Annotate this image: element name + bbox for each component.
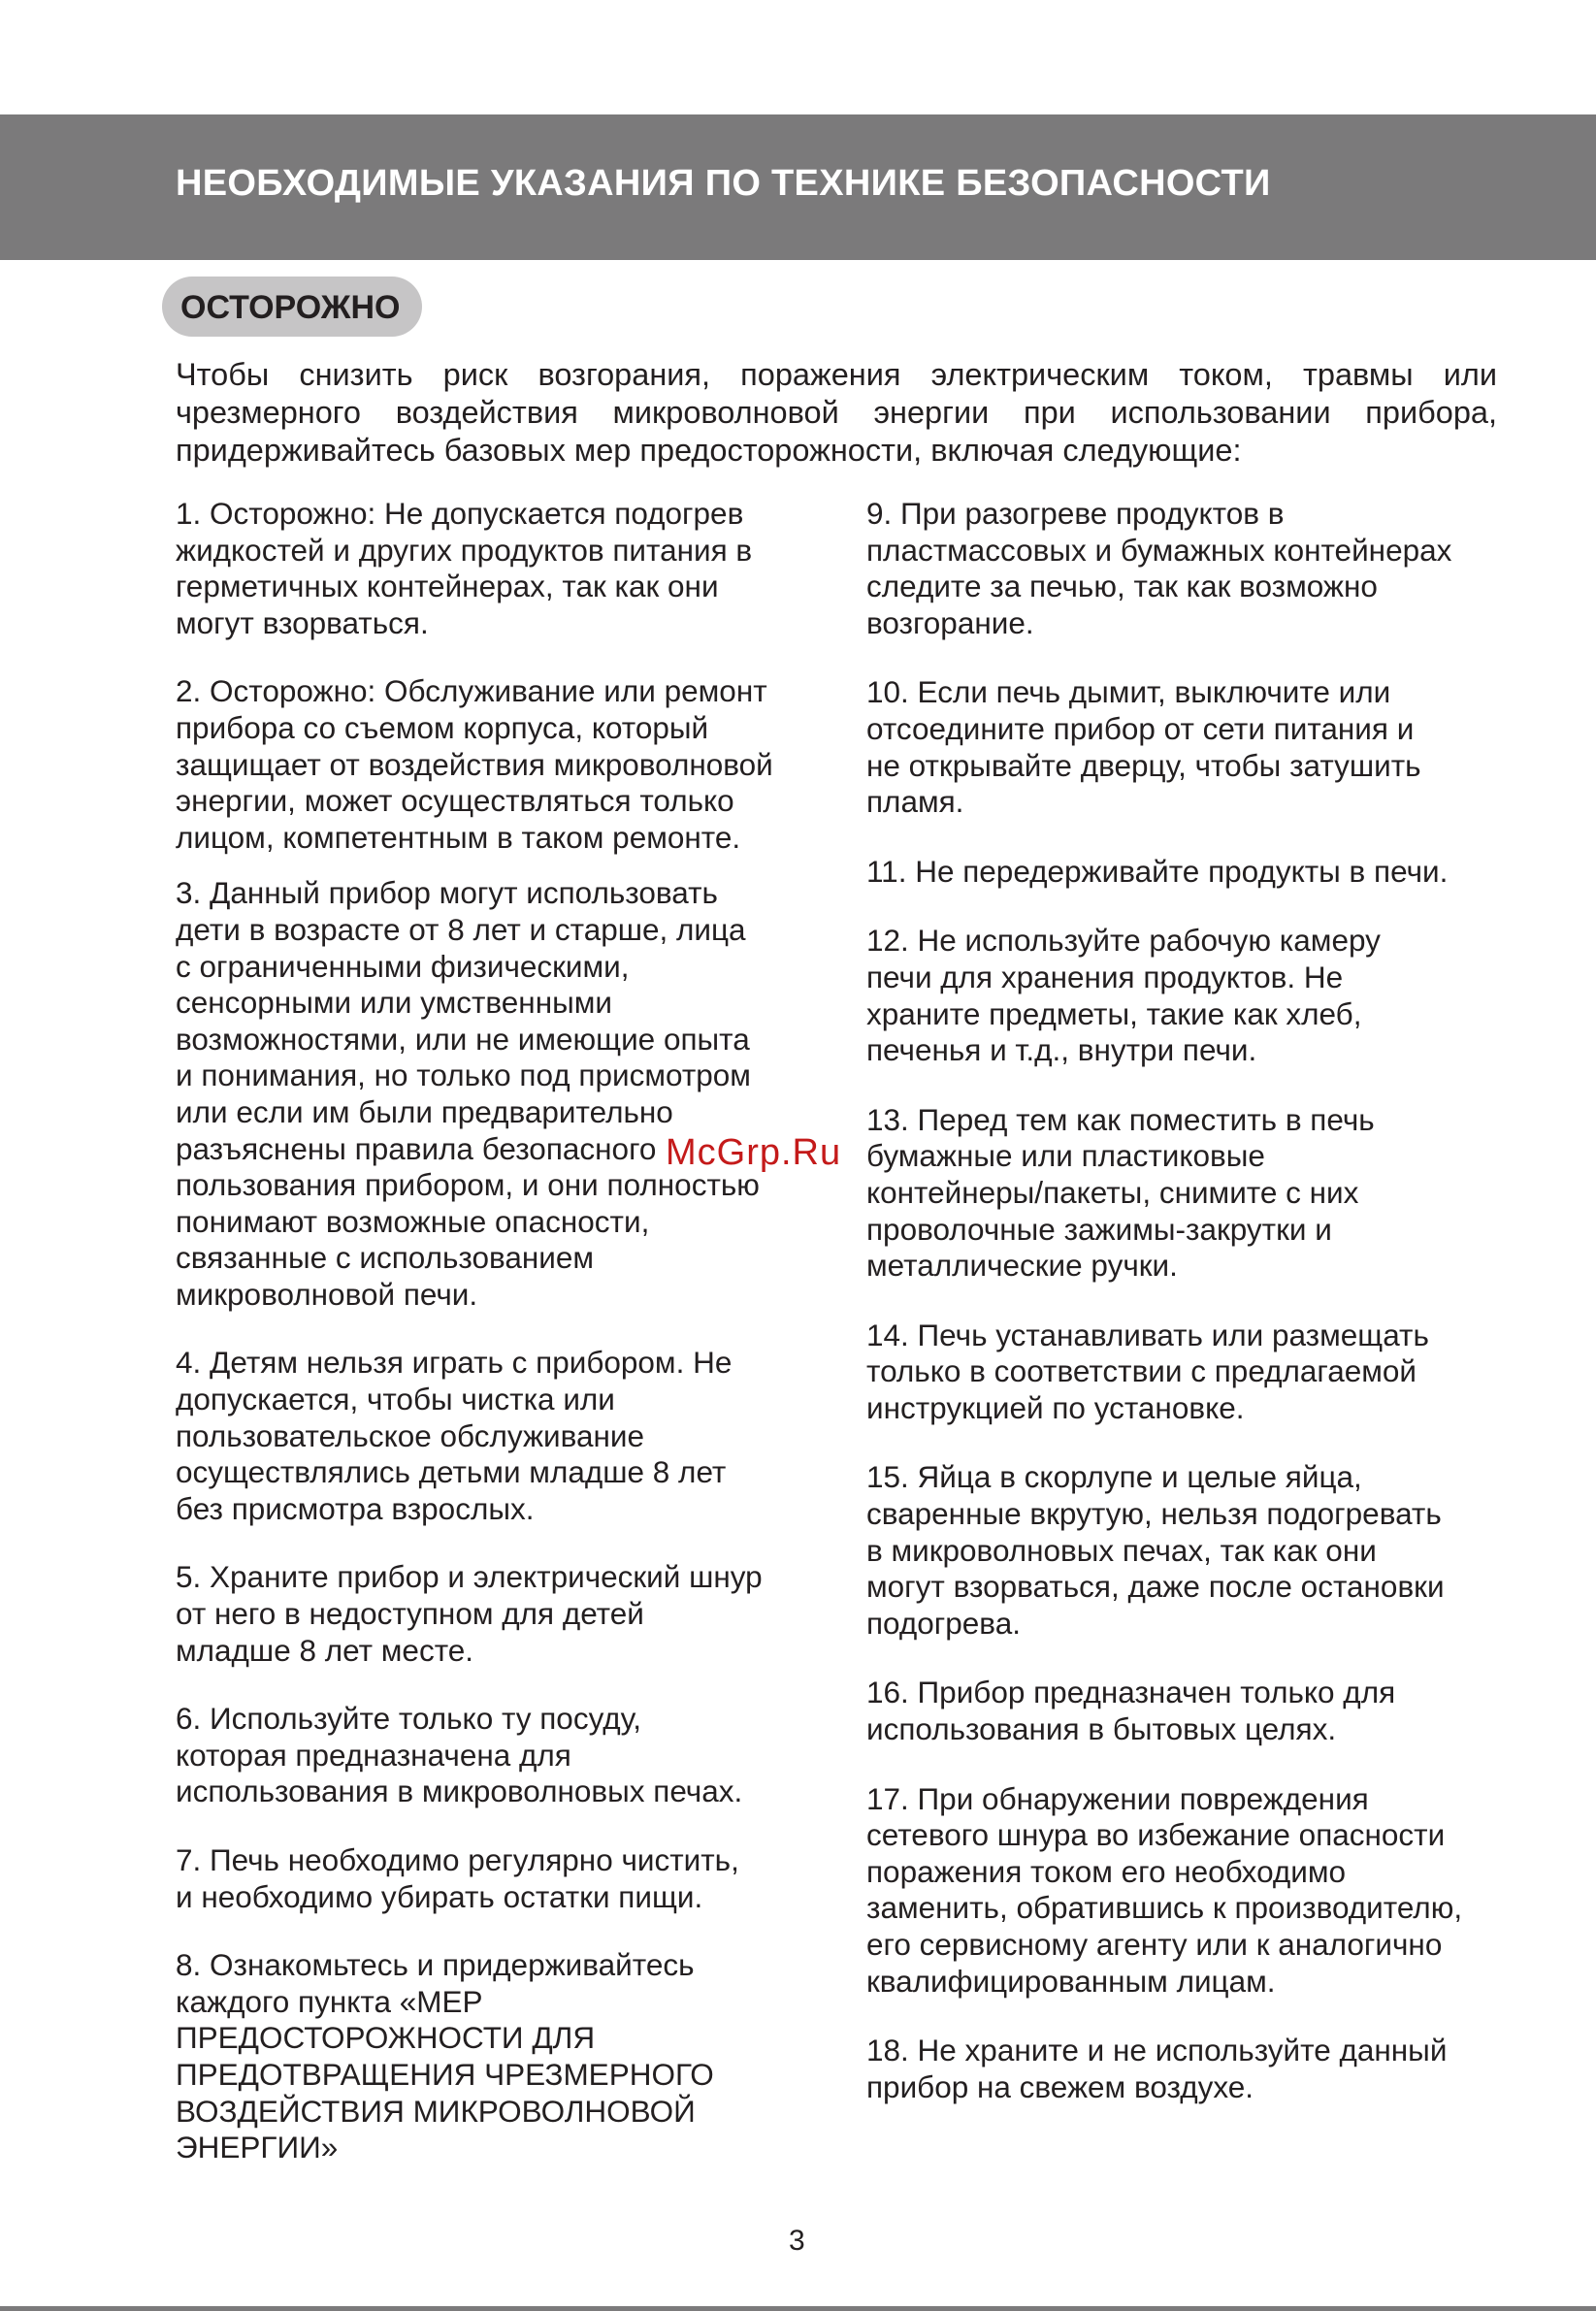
safety-item-3: 3. Данный прибор могут использовать дети в возрасте от 8 лет и старше, лица с ограниченными физическими, сенсорными или умственными возможностями, или не имеющие опыта и понимания, но только под присмотром или если им были предварительно разъяснены правила безопасного пользования прибором, и они полностью понимают возможные опасности, связанные с использованием микроволновой печи. (176, 875, 760, 1312)
safety-item-5: 5. Храните прибор и электрический шнур от него в недоступном для детей младше 8 лет месте. (176, 1559, 763, 1668)
safety-item-7: 7. Печь необходимо регулярно чистить, и необходимо убирать остатки пищи. (176, 1842, 739, 1914)
safety-item-1: 1. Осторожно: Не допускается подогрев жидкостей и других продуктов питания в герметичных контейнерах, так как они могут взорваться. (176, 496, 753, 640)
safety-item-11: 11. Не передерживайте продукты в печи. (866, 853, 1449, 889)
intro-paragraph: Чтобы снизить риск возгорания, поражения электрическим током, травмы или чрезмерного воздействия микроволновой энергии при использовании прибора, придерживайтесь базовых мер предосторожности, включая следующие: (176, 357, 1497, 468)
safety-item-10: 10. Если печь дымит, выключите или отсоедините прибор от сети питания и не открывайте дверцу, чтобы затушить пламя. (866, 674, 1421, 820)
safety-item-13: 13. Перед тем как поместить в печь бумажные или пластиковые контейнеры/пакеты, снимите с них проволочные зажимы-закрутки и металлические ручки. (866, 1101, 1375, 1284)
safety-item-15: 15. Яйца в скорлупе и целые яйца, сваренные вкрутую, нельзя подогревать в микроволновых печах, так как они могут взорваться, даже после остановки подогрева. (866, 1459, 1445, 1641)
safety-item-17: 17. При обнаружении повреждения сетевого шнура во избежание опасности поражения током его необходимо заменить, обратившись к производителю, его сервисному агенту или к аналогично квалифицированным лицам. (866, 1780, 1463, 1999)
safety-item-2: 2. Осторожно: Обслуживание или ремонт прибора со съемом корпуса, который защищает от воздействия микроволновой энергии, может осуществляться только лицом, компетентным в таком ремонте. (176, 673, 773, 855)
footer-rule (0, 2306, 1596, 2311)
safety-item-4: 4. Детям нельзя играть с прибором. Не допускается, чтобы чистка или пользовательское обслуживание осуществлялись детьми младше 8 лет без присмотра взрослых. (176, 1345, 733, 1526)
safety-item-14: 14. Печь устанавливать или размещать только в соответствии с предлагаемой инструкцией по установке. (866, 1317, 1429, 1425)
safety-item-18: 18. Не храните и не используйте данный прибор на свежем воздухе. (866, 2033, 1448, 2104)
safety-item-6: 6. Используйте только ту посуду, которая предназначена для использования в микроволновых печах. (176, 1701, 743, 1809)
left-column (176, 496, 816, 2166)
safety-item-16: 16. Прибор предназначен только для использования в бытовых целях. (866, 1675, 1396, 1747)
page-title: НЕОБХОДИМЫЕ УКАЗАНИЯ ПО ТЕХНИКЕ БЕЗОПАСНОСТИ (176, 163, 1271, 204)
caution-label: ОСТОРОЖНО (180, 289, 401, 326)
right-column (866, 496, 1507, 2105)
safety-item-12: 12. Не используйте рабочую камеру печи для хранения продуктов. Не храните предметы, такие как хлеб, печенья и т.д., внутри печи. (866, 923, 1381, 1068)
safety-item-8: 8. Ознакомьтесь и придерживайтесь каждого пункта «МЕР ПРЕДОСТОРОЖНОСТИ ДЛЯ ПРЕДОТВРАЩЕНИЯ ЧРЕЗМЕРНОГО ВОЗДЕЙСТВИЯ МИКРОВОЛНОВОЙ ЭНЕРГИИ» (176, 1947, 714, 2165)
safety-item-9: 9. При разогреве продуктов в пластмассовых и бумажных контейнерах следите за печью, так как возможно возгорание. (866, 496, 1452, 640)
page-number: 3 (789, 2225, 805, 2257)
watermark: McGrp.Ru (666, 1132, 842, 1173)
